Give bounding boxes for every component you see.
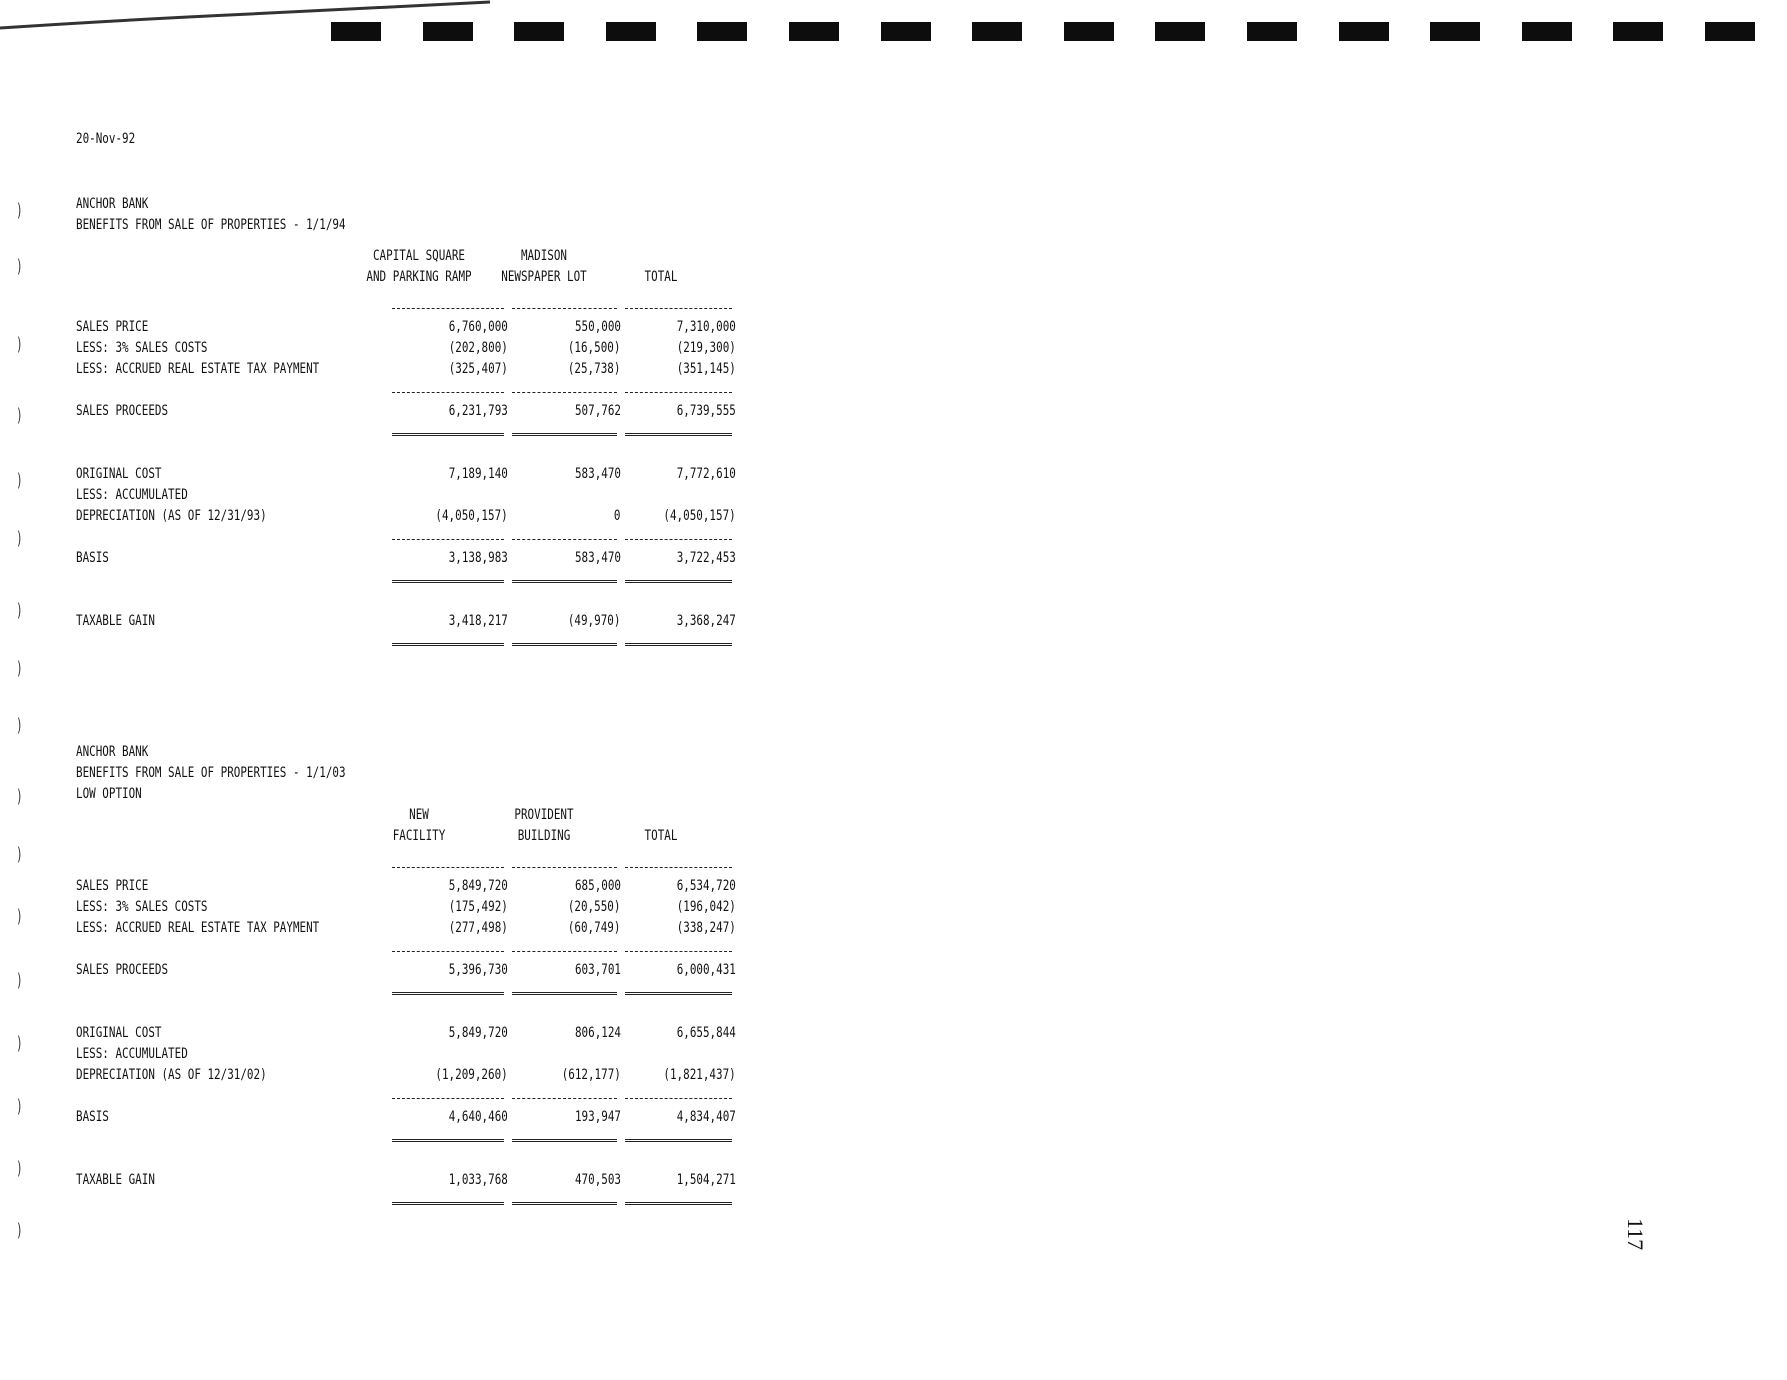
report-1994 — [76, 194, 736, 653]
company-name: ANCHOR BANK — [76, 196, 149, 212]
feed-hole — [423, 22, 473, 41]
report-title: BENEFITS FROM SALE OF PROPERTIES - 1/1/94 — [76, 217, 346, 233]
feed-hole — [331, 22, 381, 41]
table-row: SALES PRICE 5,849,720 685,000 6,534,720 — [76, 878, 736, 894]
column-2-line-1: PROVIDENT — [514, 807, 574, 823]
table-row: LESS: ACCRUED REAL ESTATE TAX PAYMENT (325,407) (25,738) (351,145) — [76, 361, 736, 377]
table-row: LESS: ACCUMULATED — [76, 487, 188, 503]
feed-hole — [1339, 22, 1389, 41]
feed-hole — [789, 22, 839, 41]
feed-hole — [1247, 22, 1297, 41]
column-2-line-2: NEWSPAPER LOT — [501, 269, 587, 285]
feed-hole — [1613, 22, 1663, 41]
feed-hole — [697, 22, 747, 41]
report-date: 20-Nov-92 — [76, 131, 136, 147]
report-subtitle: LOW OPTION — [76, 786, 142, 802]
table-row: DEPRECIATION (AS OF 12/31/02) (1,209,260) (612,177) (1,821,437) — [76, 1067, 736, 1083]
table-row: BASIS 3,138,983 583,470 3,722,453 — [76, 550, 736, 566]
feed-hole — [1705, 22, 1755, 41]
table-row: TAXABLE GAIN 1,033,768 470,503 1,504,271 — [76, 1172, 736, 1188]
margin-punch-marks: ) ) ) ) ) ) ) ) ) ) ) ) ) ) ) ) ) — [16, 200, 23, 1241]
financial-table — [76, 296, 736, 653]
column-1-line-1: NEW — [409, 807, 429, 823]
feed-hole — [1064, 22, 1114, 41]
column-headers — [76, 805, 736, 855]
column-3-line-2: TOTAL — [644, 828, 678, 844]
table-row: LESS: 3% SALES COSTS (175,492) (20,550) (196,042) — [76, 899, 736, 915]
table-row: DEPRECIATION (AS OF 12/31/93) (4,050,157) 0 (4,050,157) — [76, 508, 736, 524]
table-row: TAXABLE GAIN 3,418,217 (49,970) 3,368,247 — [76, 613, 736, 629]
feed-hole — [606, 22, 656, 41]
column-1-line-1: CAPITAL SQUARE — [372, 248, 466, 264]
report-title: BENEFITS FROM SALE OF PROPERTIES - 1/1/03 — [76, 765, 346, 781]
feed-hole — [1522, 22, 1572, 41]
printer-feed-strip — [0, 0, 1787, 60]
feed-hole — [881, 22, 931, 41]
feed-hole — [1430, 22, 1480, 41]
table-row: LESS: ACCUMULATED — [76, 1046, 188, 1062]
report-2003 — [76, 742, 736, 1212]
feed-hole — [514, 22, 564, 41]
table-row: SALES PRICE 6,760,000 550,000 7,310,000 — [76, 319, 736, 335]
column-1-line-2: AND PARKING RAMP — [366, 269, 472, 285]
table-row: LESS: ACCRUED REAL ESTATE TAX PAYMENT (277,498) (60,749) (338,247) — [76, 920, 736, 936]
feed-hole — [972, 22, 1022, 41]
table-row: LESS: 3% SALES COSTS (202,800) (16,500) (219,300) — [76, 340, 736, 356]
column-headers — [76, 246, 736, 296]
page-number: 117 — [1623, 1218, 1648, 1251]
table-row: ORIGINAL COST 5,849,720 806,124 6,655,844 — [76, 1025, 736, 1041]
company-name: ANCHOR BANK — [76, 744, 149, 760]
table-row: SALES PROCEEDS 5,396,730 603,701 6,000,431 — [76, 962, 736, 978]
table-row: ORIGINAL COST 7,189,140 583,470 7,772,610 — [76, 466, 736, 482]
table-row: BASIS 4,640,460 193,947 4,834,407 — [76, 1109, 736, 1125]
table-row: SALES PROCEEDS 6,231,793 507,762 6,739,555 — [76, 403, 736, 419]
column-2-line-1: MADISON — [520, 248, 568, 264]
column-1-line-2: FACILITY — [392, 828, 446, 844]
financial-table — [76, 855, 736, 1212]
feed-hole — [1155, 22, 1205, 41]
column-3-line-2: TOTAL — [644, 269, 678, 285]
column-2-line-2: BUILDING — [517, 828, 571, 844]
